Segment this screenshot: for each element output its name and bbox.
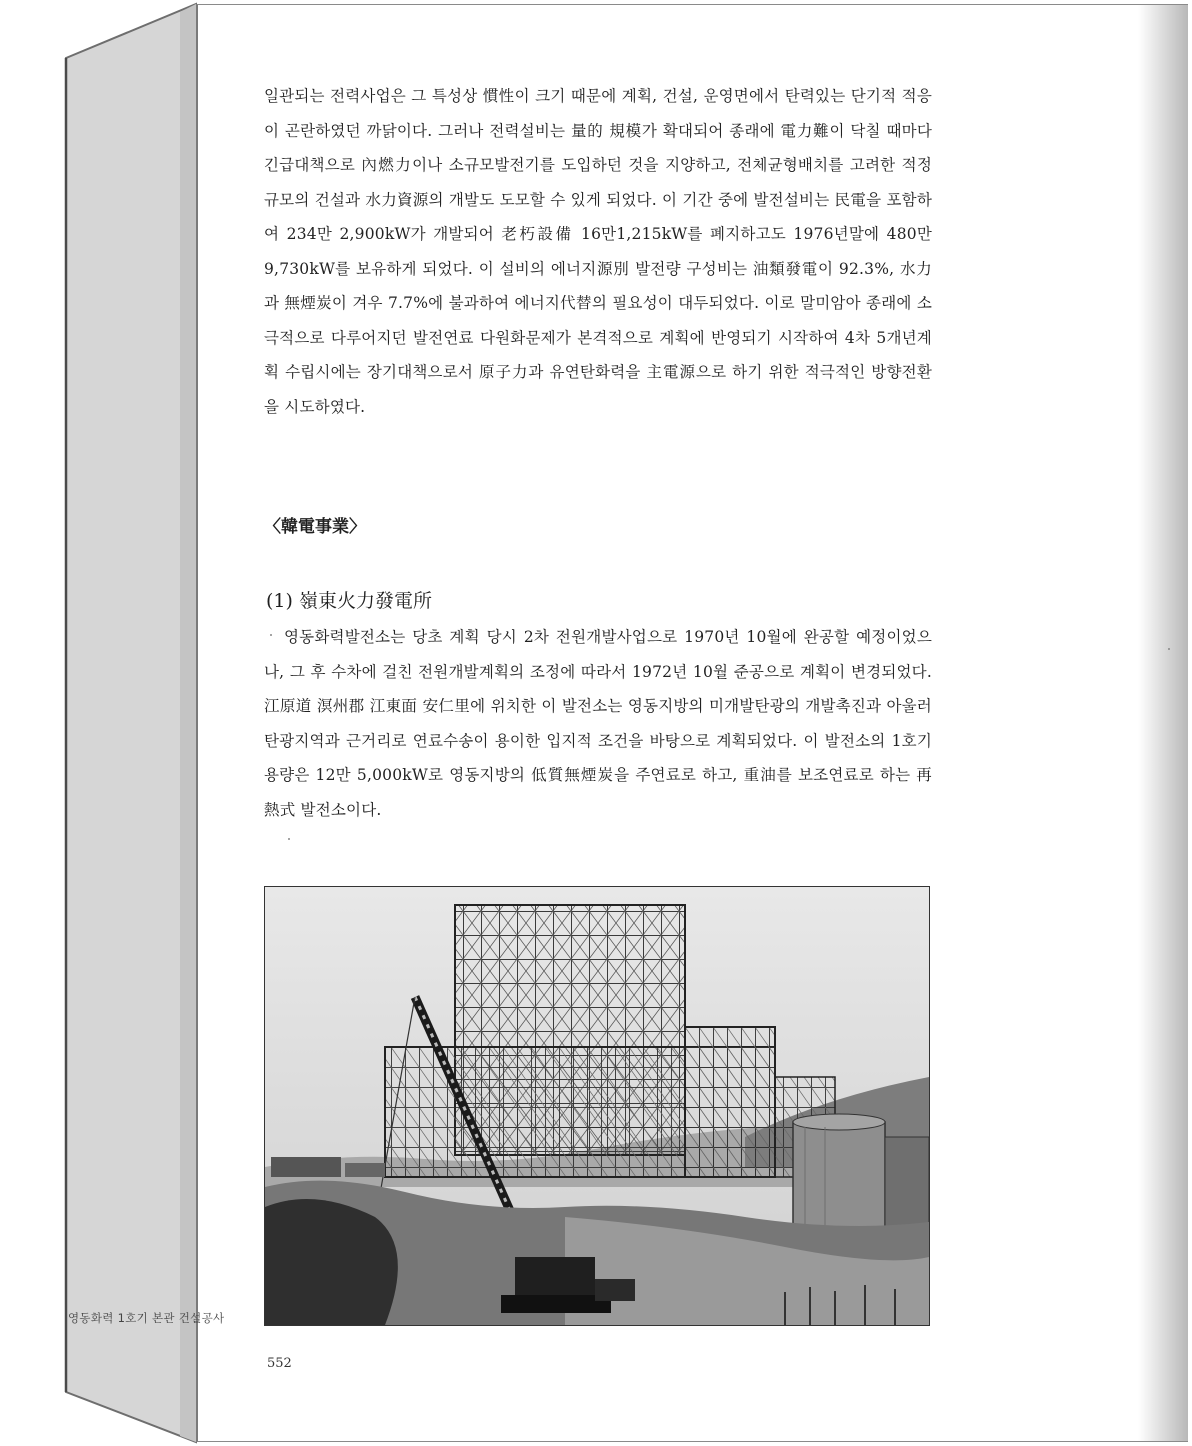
page-number: 552 (267, 1356, 292, 1371)
sub-heading: (1) 嶺東火力發電所 (266, 590, 432, 612)
body-paragraph-1 (264, 79, 932, 424)
body-paragraph-2 (264, 620, 932, 827)
photo-caption: 영동화력 1호기 본관 건설공사 (68, 1311, 225, 1325)
scan-speck (288, 838, 290, 840)
construction-photo (264, 886, 930, 1326)
paragraph-text: 영동화력발전소는 당초 계획 당시 2차 전원개발사업으로 1970년 10월에 완공할 예정이었으나, 그 후 수차에 걸친 전원개발계획의 조정에 따라서 1972년 10월 준공으로 계획이 변경되었다. 江原道 溟州郡 江東面 安仁里에 위치한 이 발전소는 영동지방의 미개발탄광의 개발촉진과 아울러 탄광지역과 근거리로 연료수송이 용이한 입지적 조건을 바탕으로 계획되었다. 이 발전소의 1호기용량은 12만 5,000kW로 영동지방의 低質無煙炭을 주연료로 하고, 重油를 보조연료로 하는 再熱式 발전소이다. (264, 628, 932, 819)
book-edge (0, 0, 200, 1446)
section-heading: 〈韓電事業〉 (264, 517, 366, 537)
paragraph-text: 일관되는 전력사업은 그 특성상 慣性이 크기 때문에 계획, 건설, 운영면에서 탄력있는 단기적 적응이 곤란하였던 까닭이다. 그러나 전력설비는 量的 規模가 확대되어 종래에 電力難이 닥칠 때마다 긴급대책으로 內燃力이나 소규모발전기를 도입하던 것을 지양하고, 전체균형배치를 고려한 적정규모의 건설과 水力資源의 개발도 도모할 수 있게 되었다. 이 기간 중에 발전설비는 民電을 포함하여 234만 2,900kW가 개발되어 老朽設備 16만1,215kW를 폐지하고도 1976년말에 480만 9,730kW를 보유하게 되었다. 이 설비의 에너지源別 발전량 구성비는 油類發電이 92.3%, 水力과 無煙炭이 겨우 7.7%에 불과하여 에너지代替의 필요성이 대두되었다. 이로 말미암아 종래에 소극적으로 다루어지던 발전연료 다원화문제가 본격적으로 계획에 반영되기 시작하여 4차 5개년계획 수립시에는 장기대책으로서 原子力과 유연탄화력을 主電源으로 하기 위한 적극적인 방향전환을 시도하였다. (264, 87, 932, 416)
page-gutter-shadow (1138, 5, 1188, 1441)
scan-speck (1168, 648, 1170, 650)
